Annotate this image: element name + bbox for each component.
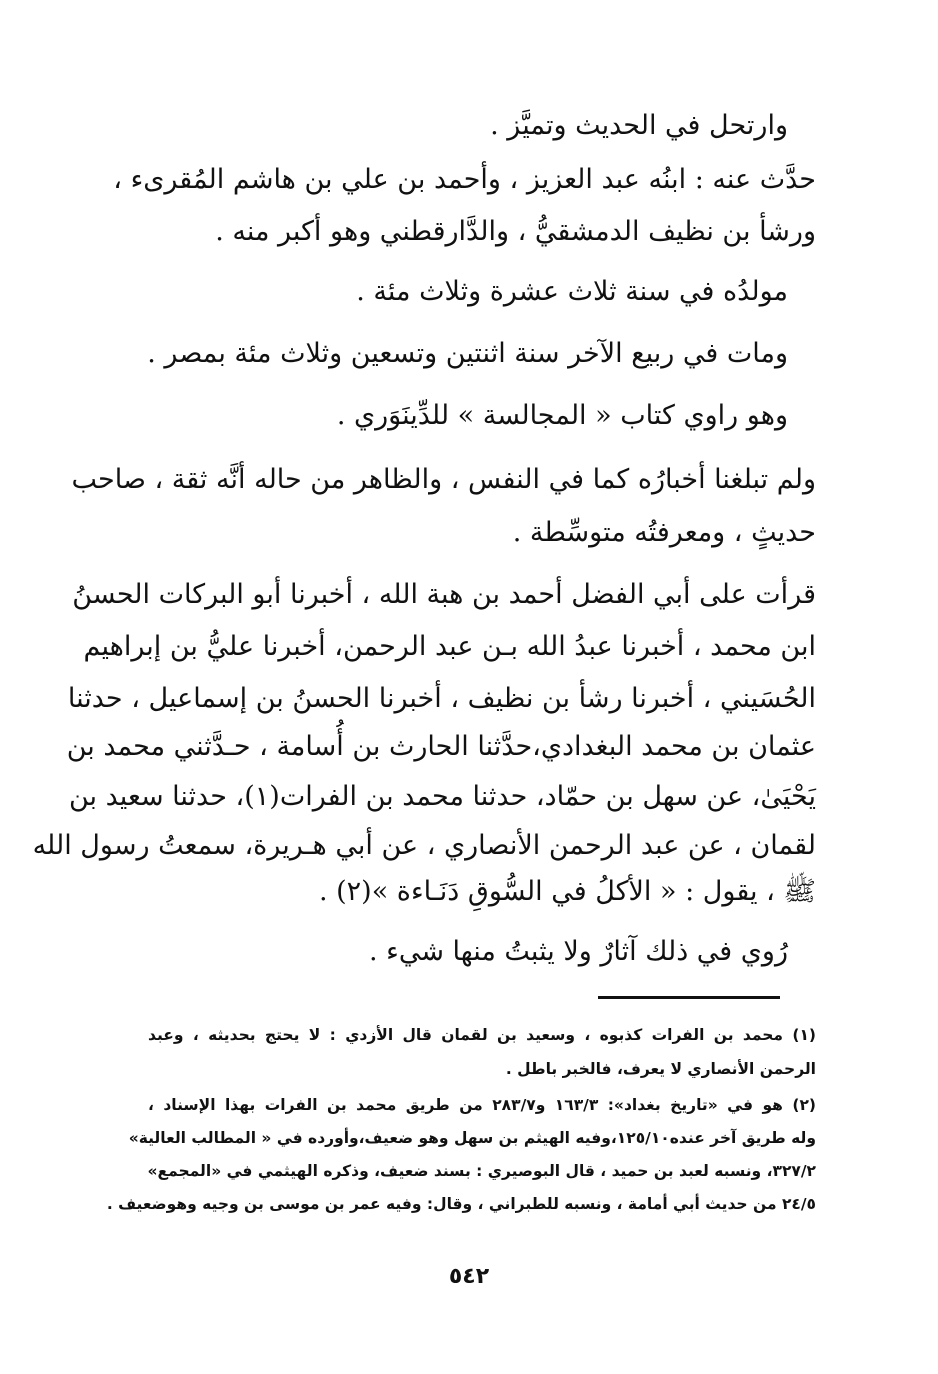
body-line-4: مولدُه في سنة ثلاث عشرة وثلاث مئة . [356, 276, 788, 307]
body-line-3: ورشأ بن نظيف الدمشقيُّ ، والدَّارقطني وهو أكبر منه . [215, 216, 816, 247]
body-line-6: وهو راوي كتاب « المجالسة » للدِّينَوَري . [336, 400, 788, 431]
footnote-line-4: وله طريق آخر عنده١٢٥/١٠،وفيه الهيثم بن سهل وهو ضعيف،وأورده في « المطالب العالية» [128, 1129, 816, 1147]
body-line-7: ولم تبلغنا أخبارُه كما في النفس ، والظاهر من حاله أنَّه ثقة ، صاحب [71, 464, 816, 495]
body-line-2: حدَّث عنه : ابنُه عبد العزيز ، وأحمد بن علي بن هاشم المُقرىء ، [113, 164, 816, 195]
footnote-line-2: الرحمن الأنصاري لا يعرف، فالخبر باطل . [505, 1060, 816, 1078]
footnote-line-5: ٣٢٧/٢، ونسبه لعبد بن حميد ، قال البوصيري : بسند ضعيف، وذكره الهيثمي في «المجمع» [147, 1162, 816, 1180]
body-line-15: ﷺ ، يقول : « الأكلُ في السُّوقِ دَنَـاءة »(٢) . [318, 876, 816, 907]
body-line-5: ومات في ربيع الآخر سنة اثنتين وتسعين وثلاث مئة بمصر . [147, 338, 788, 369]
body-line-1: وارتحل في الحديث وتميَّز . [490, 110, 788, 141]
body-line-11: الحُسَيني ، أخبرنا رشأ بن نظيف ، أخبرنا الحسنُ بن إسماعيل ، حدثنا [67, 683, 816, 714]
body-line-8: حديثٍ ، ومعرفتُه متوسِّطة . [512, 517, 816, 548]
body-line-9: قرأت على أبي الفضل أحمد بن هبة الله ، أخبرنا أبو البركات الحسنُ [72, 579, 816, 610]
footnote-separator [598, 996, 780, 999]
footnote-line-3: (٢) هو في «تاريخ بغداد»: ١٦٣/٣ و٢٨٣/٧ من طريق محمد بن الفرات بهذا الإسناد ، [148, 1096, 816, 1114]
footnote-line-6: ٢٤/٥ من حديث أبي أمامة ، ونسبه للطبراني ، وقال: وفيه عمر بن موسى بن وجيه وهوضعيف . [106, 1195, 816, 1213]
body-line-10: ابن محمد ، أخبرنا عبدُ الله بـن عبد الرحمن، أخبرنا عليُّ بن إبراهيم [83, 631, 816, 662]
body-line-12: عثمان بن محمد البغدادي،حدَّثنا الحارث بن أُسامة ، حـدَّثني محمد بن [66, 731, 816, 762]
body-line-14: لقمان ، عن عبد الرحمن الأنصاري ، عن أبي هـريرة، سمعتُ رسول الله [32, 830, 816, 861]
body-line-13: يَحْيَىٰ، عن سهل بن حمّاد، حدثنا محمد بن الفرات(١)، حدثنا سعيد بن [68, 781, 816, 812]
footnote-line-1: (١) محمد بن الفرات كذبوه ، وسعيد بن لقمان قال الأزدي : لا يحتج بحديثه ، وعبد [148, 1026, 816, 1044]
page-number: ٥٤٢ [448, 1264, 490, 1289]
body-line-16: رُوي في ذلك آثارٌ ولا يثبتُ منها شيء . [368, 936, 788, 967]
